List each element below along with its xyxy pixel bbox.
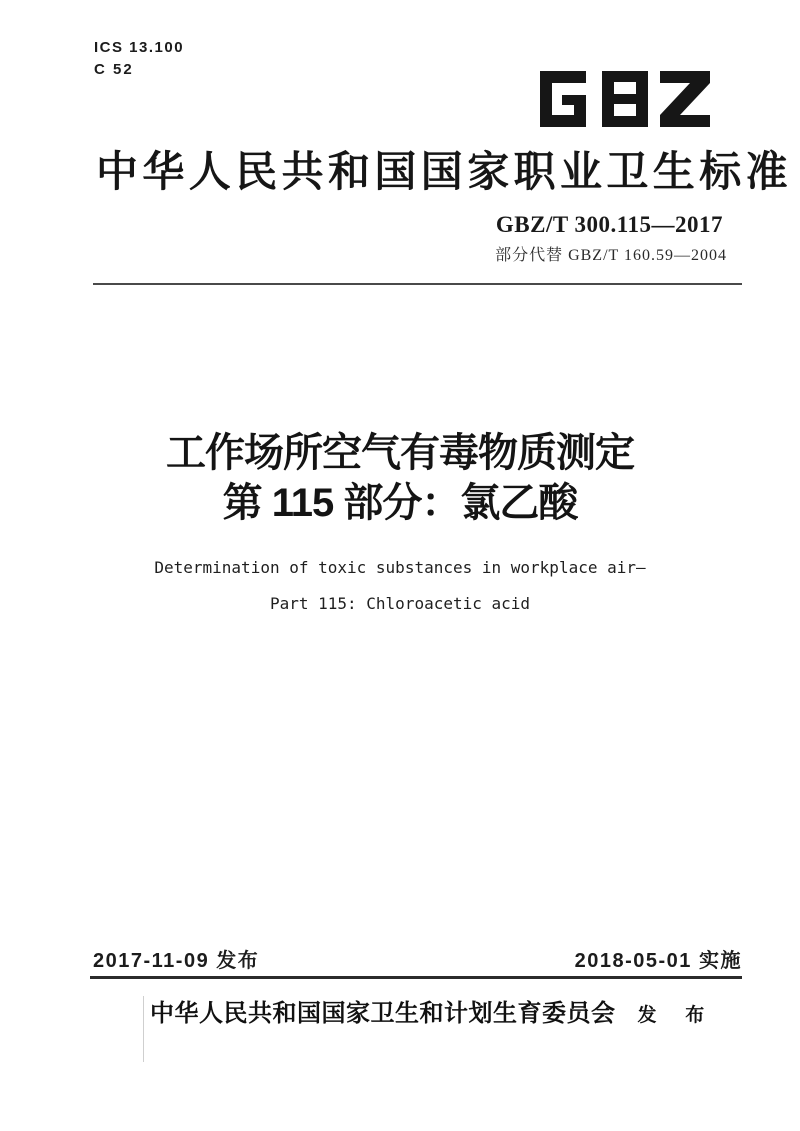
document-title-cn-line1: 工作场所空气有毒物质测定 xyxy=(166,431,634,475)
standard-type-title: 中华人民共和国国家职业卫生标准 xyxy=(96,148,793,195)
issue-date: 2017-11-09 发布 xyxy=(93,950,260,972)
replaces-note: 部分代替 GBZ/T 160.59—2004 xyxy=(495,247,727,264)
document-title-en-line2: Part 115: Chloroacetic acid xyxy=(269,594,531,613)
publisher-name: 中华人民共和国国家卫生和计划生育委员会 xyxy=(150,1001,616,1027)
document-title-cn-line2: 第 115 部分：氯乙酸 xyxy=(222,481,578,525)
implement-date: 2018-05-01 实施 xyxy=(574,950,742,972)
publisher-row xyxy=(150,999,716,1029)
gbz-logo xyxy=(540,71,710,127)
publish-label: 发 布 xyxy=(637,1005,717,1026)
scan-artifact-line xyxy=(143,996,144,1062)
classification-code: C 52 xyxy=(94,61,134,78)
gbz-logo-icon xyxy=(540,71,710,127)
header-divider-rule xyxy=(93,283,742,285)
standard-number: GBZ/T 300.115—2017 xyxy=(495,212,723,237)
document-title-en-line1: Determination of toxic substances in workplace air— xyxy=(154,558,646,577)
ics-code: ICS 13.100 xyxy=(94,39,185,56)
footer-divider-rule xyxy=(90,976,742,979)
